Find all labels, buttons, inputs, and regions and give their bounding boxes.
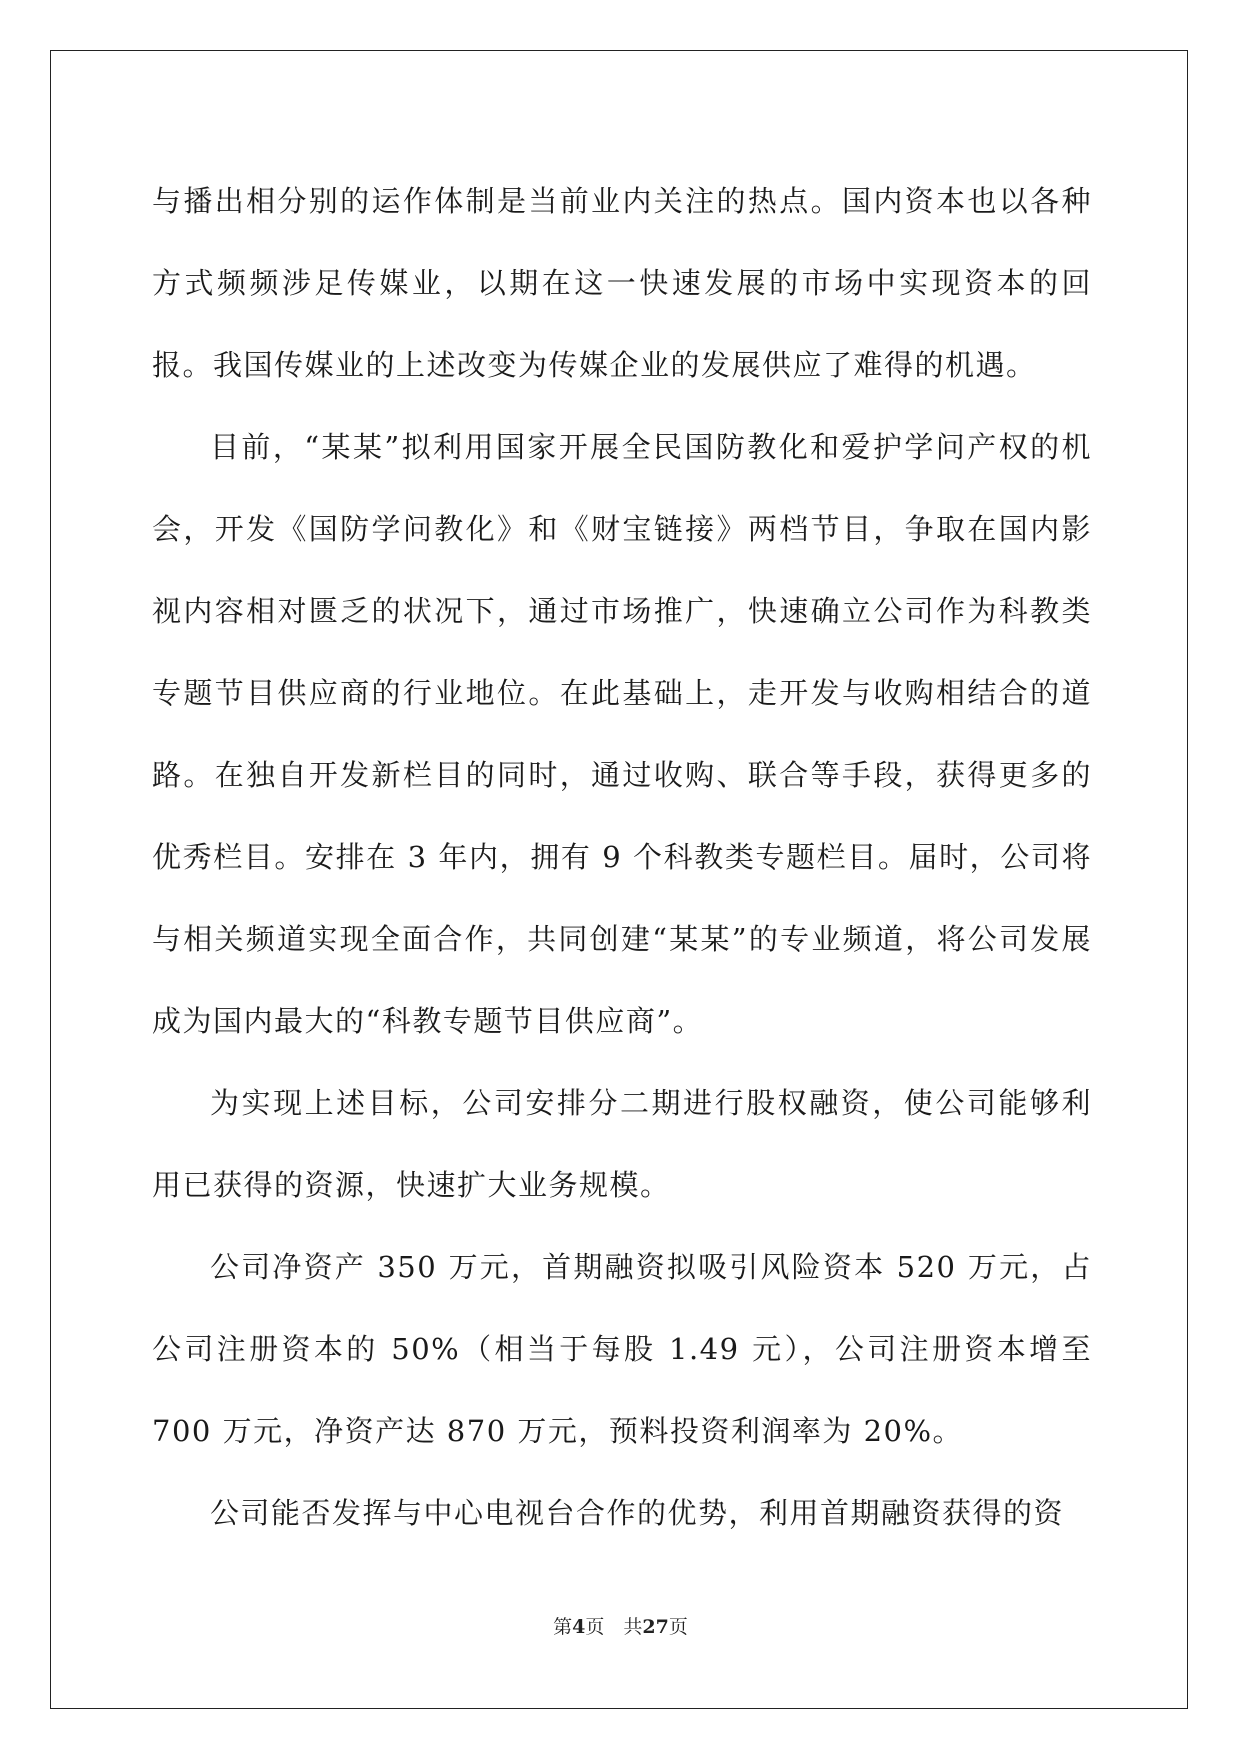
document-body [152,160,1092,1554]
current-page-number: 4 [572,1616,586,1638]
page-footer [0,1612,1241,1639]
page-prefix: 第 [553,1616,573,1638]
paragraph-5: 公司能否发挥与中心电视台合作的优势，利用首期融资获得的资 [210,1496,1065,1530]
page-suffix: 页 [668,1616,688,1638]
paragraph-3: 为实现上述目标，公司安排分二期进行股权融资，使公司能够利用已获得的资源，快速扩大业务规模。 [152,1086,1092,1202]
paragraph-4: 公司净资产 350 万元，首期融资拟吸引风险资本 520 万元，占公司注册资本的 50%（相当于每股 1.49 元），公司注册资本增至 700 万元，净资产达 870 万元，预料投资利润率为 20%。 [152,1250,1092,1448]
paragraph-1: 与播出相分别的运作体制是当前业内关注的热点。国内资本也以各种方式频频涉足传媒业，以期在这一快速发展的市场中实现资本的回报。我国传媒业的上述改变为传媒企业的发展供应了难得的机遇。 [152,184,1092,382]
total-page-number: 27 [642,1616,669,1638]
page-mid: 页 共 [585,1616,643,1638]
paragraph-2: 目前，“某某”拟利用国家开展全民国防教化和爱护学问产权的机会，开发《国防学问教化》和《财宝链接》两档节目，争取在国内影视内容相对匮乏的状况下，通过市场推广，快速确立公司作为科教类专题节目供应商的行业地位。在此基础上，走开发与收购相结合的道路。在独自开发新栏目的同时，通过收购、联合等手段，获得更多的优秀栏目。安排在 3 年内，拥有 9 个科教类专题栏目。届时，公司将与相关频道实现全面合作，共同创建“某某”的专业频道，将公司发展成为国内最大的“科教专题节目供应商”。 [152,430,1092,1038]
